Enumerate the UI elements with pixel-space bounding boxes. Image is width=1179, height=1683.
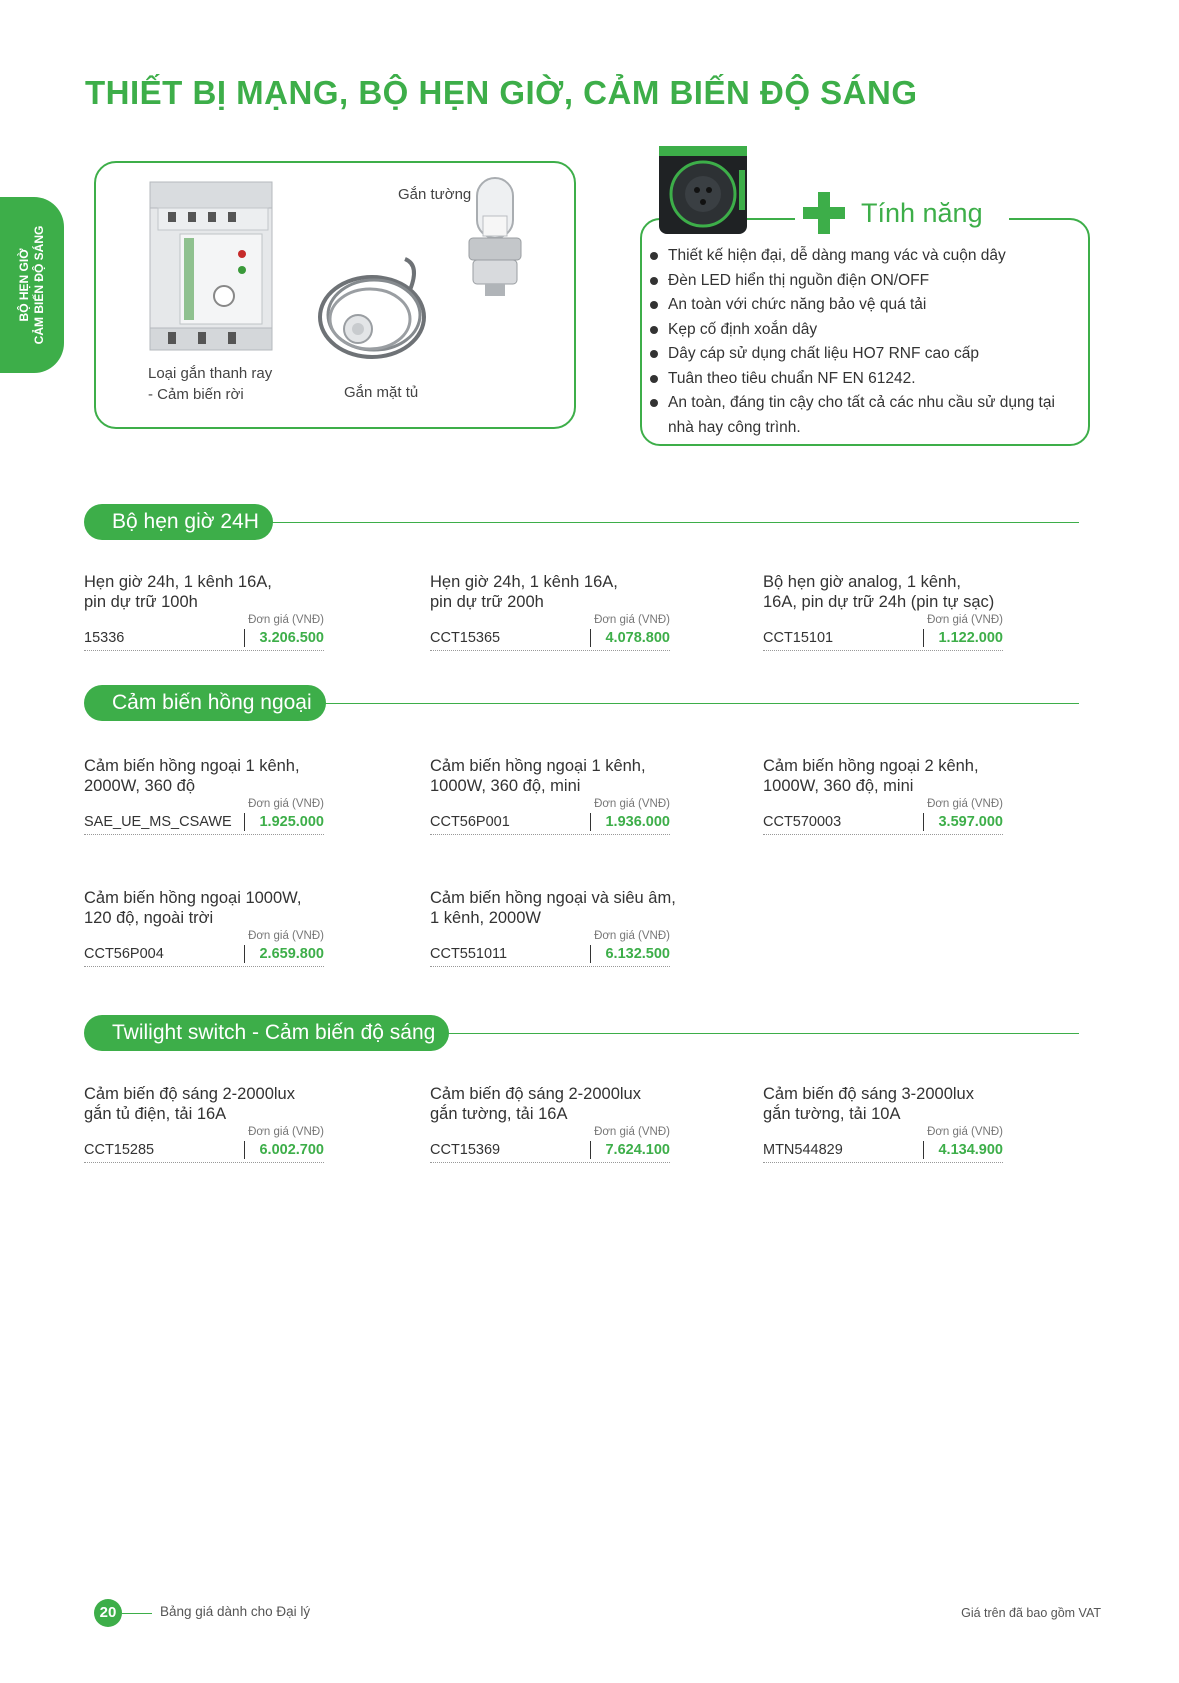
caption-rail-mount — [148, 363, 272, 405]
product-desc-line2: 1000W, 360 độ, mini — [763, 777, 914, 795]
product-price: 1.122.000 — [938, 630, 1003, 646]
cable-reel-image — [653, 140, 753, 240]
price-label: Đơn giá (VNĐ) — [248, 614, 324, 626]
features-heading — [795, 192, 1009, 234]
price-label: Đơn giá (VNĐ) — [927, 798, 1003, 810]
product-card — [763, 572, 1003, 651]
product-desc-line2: 1000W, 360 độ, mini — [430, 777, 581, 795]
section-title-twilight: Twilight switch - Cảm biến độ sáng — [84, 1015, 449, 1051]
row-separator — [590, 813, 591, 831]
product-price: 1.925.000 — [259, 814, 324, 830]
feature-item: Thiết kế hiện đại, dễ dàng mang vác và cuộn dây — [648, 244, 1080, 269]
price-label: Đơn giá (VNĐ) — [594, 930, 670, 942]
product-code: CCT15285 — [84, 1142, 155, 1158]
product-code: CCT56P004 — [84, 946, 164, 962]
panel-mount-sensor-image — [310, 255, 440, 370]
product-desc-line2: gắn tủ điện, tải 16A — [84, 1105, 227, 1123]
row-separator — [244, 813, 245, 831]
price-label: Đơn giá (VNĐ) — [594, 614, 670, 626]
product-code: CCT15365 — [430, 630, 501, 646]
product-code-price-row — [430, 629, 670, 651]
product-code: CCT570003 — [763, 814, 842, 830]
product-price: 1.936.000 — [605, 814, 670, 830]
caption-rail-line1: Loại gắn thanh ray — [148, 365, 273, 382]
product-card — [763, 1084, 1003, 1163]
price-label: Đơn giá (VNĐ) — [927, 614, 1003, 626]
page-number-badge: 20 — [94, 1599, 122, 1627]
side-tab-line1: BỘ HẸN GIỜ — [17, 248, 31, 322]
product-desc-line2: 2000W, 360 độ — [84, 777, 196, 795]
price-label: Đơn giá (VNĐ) — [927, 1126, 1003, 1138]
product-card — [763, 756, 1003, 835]
product-card — [84, 888, 324, 967]
row-separator — [244, 629, 245, 647]
row-separator — [590, 1141, 591, 1159]
product-desc-line1: Cảm biến độ sáng 2-2000lux — [430, 1085, 641, 1103]
product-price: 2.659.800 — [259, 946, 324, 962]
row-separator — [923, 813, 924, 831]
footer-left-text: Bảng giá dành cho Đại lý — [160, 1604, 311, 1619]
product-desc-line1: Hẹn giờ 24h, 1 kênh 16A, — [84, 573, 272, 591]
feature-item: An toàn với chức năng bảo vệ quá tải — [648, 293, 1080, 318]
product-code: CCT15369 — [430, 1142, 501, 1158]
caption-panel-mount: Gắn mặt tủ — [344, 384, 419, 401]
price-label: Đơn giá (VNĐ) — [248, 1126, 324, 1138]
feature-item: An toàn, đáng tin cậy cho tất cả các nhu cầu sử dụng tại nhà hay công trình. — [648, 391, 1080, 440]
product-code-price-row — [763, 1141, 1003, 1163]
product-card — [84, 756, 324, 835]
section-title-timer: Bộ hẹn giờ 24H — [84, 504, 273, 540]
product-price: 7.624.100 — [605, 1142, 670, 1158]
product-desc-line2: pin dự trữ 100h — [84, 593, 198, 611]
price-label: Đơn giá (VNĐ) — [594, 798, 670, 810]
feature-item: Đèn LED hiển thị nguồn điện ON/OFF — [648, 269, 1080, 294]
product-price: 6.002.700 — [259, 1142, 324, 1158]
product-card — [430, 888, 676, 967]
product-code-price-row — [430, 945, 670, 967]
product-code-price-row — [763, 813, 1003, 835]
product-desc-line1: Bộ hẹn giờ analog, 1 kênh, — [763, 573, 961, 591]
row-separator — [590, 945, 591, 963]
product-desc-line2: 120 độ, ngoài trời — [84, 909, 214, 927]
caption-wall-mount: Gắn tường — [398, 186, 472, 203]
product-desc-line1: Cảm biến độ sáng 2-2000lux — [84, 1085, 295, 1103]
price-label: Đơn giá (VNĐ) — [248, 930, 324, 942]
product-desc-line1: Cảm biến hồng ngoại 1000W, — [84, 889, 302, 907]
product-desc-line1: Cảm biến hồng ngoại 1 kênh, — [84, 757, 300, 775]
product-code-price-row — [84, 629, 324, 651]
product-code: CCT56P001 — [430, 814, 510, 830]
product-code-price-row — [84, 813, 324, 835]
product-desc-line1: Hẹn giờ 24h, 1 kênh 16A, — [430, 573, 618, 591]
product-code: SAE_UE_MS_CSAWE — [84, 814, 232, 830]
product-code: MTN544829 — [763, 1142, 843, 1158]
product-code-price-row — [763, 629, 1003, 651]
row-separator — [923, 629, 924, 647]
price-label: Đơn giá (VNĐ) — [248, 798, 324, 810]
product-card — [84, 572, 324, 651]
product-code: CCT551011 — [430, 946, 508, 962]
product-card — [430, 1084, 670, 1163]
footer-right-text: Giá trên đã bao gồm VAT — [961, 1606, 1101, 1620]
product-desc-line1: Cảm biến hồng ngoại 2 kênh, — [763, 757, 979, 775]
side-tab-line2: CẢM BIẾN ĐỘ SÁNG — [32, 225, 46, 345]
price-label: Đơn giá (VNĐ) — [594, 1126, 670, 1138]
row-separator — [244, 1141, 245, 1159]
product-card — [430, 756, 670, 835]
product-price: 4.078.800 — [605, 630, 670, 646]
product-price: 3.206.500 — [259, 630, 324, 646]
product-desc-line2: pin dự trữ 200h — [430, 593, 544, 611]
row-separator — [590, 629, 591, 647]
product-card — [430, 572, 670, 651]
din-rail-timer-image — [146, 178, 286, 358]
caption-rail-line2: - Cảm biến rời — [148, 386, 244, 403]
product-desc-line1: Cảm biến độ sáng 3-2000lux — [763, 1085, 974, 1103]
feature-item: Dây cáp sử dụng chất liệu HO7 RNF cao cấp — [648, 342, 1080, 367]
product-desc-line2: gắn tường, tải 10A — [763, 1105, 901, 1123]
product-code-price-row — [430, 1141, 670, 1163]
product-desc-line1: Cảm biến hồng ngoại 1 kênh, — [430, 757, 646, 775]
product-code: 15336 — [84, 630, 125, 646]
plus-icon — [803, 192, 845, 234]
product-code-price-row — [84, 945, 324, 967]
feature-item: Kẹp cố định xoắn dây — [648, 318, 1080, 343]
product-code-price-row — [430, 813, 670, 835]
section-title-infrared: Cảm biến hồng ngoại — [84, 685, 326, 721]
product-price: 6.132.500 — [605, 946, 670, 962]
product-code-price-row — [84, 1141, 324, 1163]
product-price: 4.134.900 — [938, 1142, 1003, 1158]
product-card — [84, 1084, 324, 1163]
product-price: 3.597.000 — [938, 814, 1003, 830]
product-code: CCT15101 — [763, 630, 834, 646]
product-desc-line2: 16A, pin dự trữ 24h (pin tự sạc) — [763, 593, 995, 611]
product-desc-line2: gắn tường, tải 16A — [430, 1105, 568, 1123]
row-separator — [923, 1141, 924, 1159]
side-tab-label — [17, 226, 47, 345]
feature-item: Tuân theo tiêu chuẩn NF EN 61242. — [648, 367, 1080, 392]
page-title: THIẾT BỊ MẠNG, BỘ HẸN GIỜ, CẢM BIẾN ĐỘ SÁNG — [85, 74, 918, 111]
features-list — [648, 244, 1080, 440]
footer-line — [122, 1613, 152, 1614]
product-desc-line2: 1 kênh, 2000W — [430, 909, 541, 927]
features-title: Tính năng — [861, 197, 983, 228]
product-desc-line1: Cảm biến hồng ngoại và siêu âm, — [430, 889, 676, 907]
row-separator — [244, 945, 245, 963]
side-tab — [0, 197, 64, 373]
